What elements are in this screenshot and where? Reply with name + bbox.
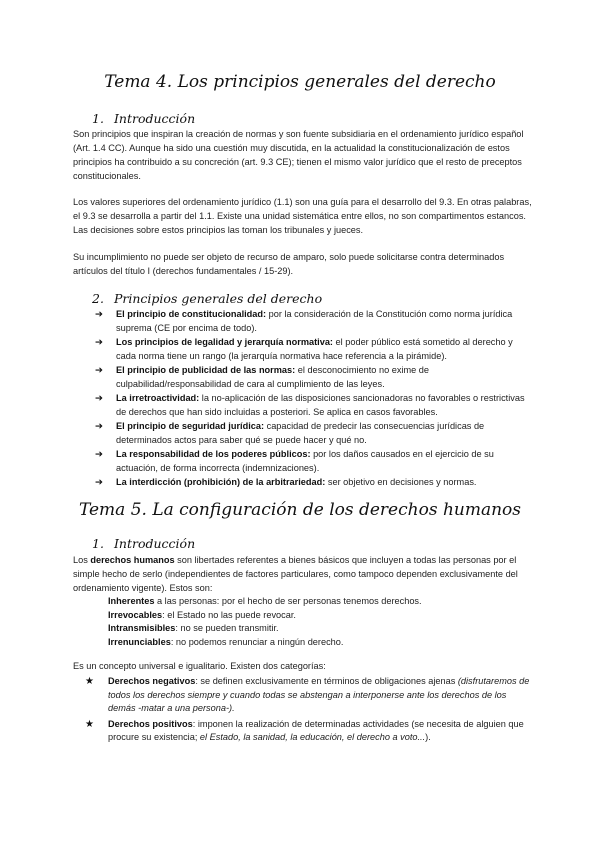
list-item	[95, 448, 535, 475]
tema4-intro-paragraph-3: Su incumplimiento no puede ser objeto de recurso de amparo, solo puede solicitarse contra determinados artículos del título I (derechos fundamentales / 15-29).	[73, 252, 505, 276]
star-icon: ★	[85, 718, 94, 730]
text-run: son libertades referentes a bienes básicos que incluyen a todas las personas por el simple hecho de serlo (independientes de factores particulares, como tampoco dependen exclusivamente del ordenamiento vigente). Estos son:	[73, 555, 518, 593]
item-italic: (disfrutaremos de todos los derechos siempre y cuando todas se abstengan a interponerse ante los derechos de los demás -matar a una persona-).	[108, 676, 530, 713]
section-title: Introducción	[113, 111, 196, 126]
item-text: : no se pueden transmitir.	[175, 623, 279, 633]
item-text: el desconocimiento no exime de culpabilidad/responsabilidad de cara al cumplimiento de las leyes.	[116, 365, 430, 389]
tema4-section1-heading	[92, 111, 195, 126]
tema4-section2-heading	[92, 291, 322, 306]
list-item	[108, 636, 528, 650]
item-term: Irrevocables	[108, 609, 163, 620]
categories-list	[85, 675, 535, 747]
section-number: 1.	[92, 111, 104, 126]
list-item	[95, 364, 535, 391]
arrow-icon: ➔	[95, 477, 103, 488]
arrow-icon: ➔	[95, 365, 103, 376]
section-number: 2.	[92, 291, 104, 306]
item-term: La interdicción (prohibición) de la arbitrariedad:	[116, 477, 326, 487]
tema4-intro-paragraph-2: Los valores superiores del ordenamiento jurídico (1.1) son una guía para el desarrollo del 9.3. En otras palabras, el 9.3 se desarrolla a partir del 1.1. Existe una unidad sistemática entre ellos, no son compartimentos estancos. Las decisiones sobre estos principios las toman los tribunales y jueces.	[73, 197, 532, 235]
item-text: capacidad de predecir las consecuencias jurídicas de determinados actos para saber qué se puede hacer y qué no.	[116, 421, 485, 445]
section-title: Introducción	[113, 536, 196, 551]
item-text: el poder público está sometido al derecho y cada norma tiene un rango (la jerarquía normativa hace referencia a la pirámide).	[116, 337, 513, 361]
arrow-icon: ➔	[95, 393, 103, 404]
list-item	[95, 476, 535, 490]
tema5-title: Tema 5. La configuración de los derechos humanos	[78, 500, 522, 520]
item-term: Inherentes	[108, 596, 155, 606]
item-italic: el Estado, la sanidad, la educación, el derecho a voto...	[199, 732, 426, 742]
list-item	[95, 336, 535, 363]
list-item	[108, 595, 528, 609]
item-term: La responsabilidad de los poderes públicos:	[116, 449, 311, 459]
tema5-intro-paragraph-2: Es un concepto universal e igualitario. Existen dos categorías:	[73, 661, 326, 671]
tema4-intro-paragraph-1: Son principios que inspiran la creación de normas y son fuente subsidiaria en el ordenamiento jurídico español (Art. 1.4 CC). Aunque ha sido una cuestión muy discutida, en la actualidad la constitucionalización de estos principios ha contribuido a su concreción (art. 9.3 CE); tienen el mismo valor jurídico que el resto de preceptos constitucionales.	[73, 129, 524, 181]
item-text: por la consideración de la Constitución como norma jurídica suprema (CE por encima de todo).	[116, 309, 513, 333]
list-item	[108, 609, 528, 623]
item-term: Derechos positivos	[108, 718, 193, 729]
arrow-icon: ➔	[95, 421, 103, 432]
item-text: : el Estado no las puede revocar.	[162, 609, 296, 620]
item-text: : no podemos renunciar a ningún derecho.	[170, 636, 344, 647]
arrow-icon: ➔	[95, 449, 103, 460]
item-text: a las personas: por el hecho de ser personas tenemos derechos.	[154, 596, 422, 606]
item-text: por los daños causados en el ejercicio de su actuación, de forma incorrecta (indemnizaciones).	[116, 449, 494, 473]
text-run: Los	[73, 555, 91, 565]
item-term: Los principios de legalidad y jerarquía normativa:	[116, 337, 333, 347]
item-text: : imponen la realización de determinadas actividades (se necesita de alguien que procure su existencia;	[108, 718, 524, 742]
list-item	[85, 718, 535, 745]
item-term: El principio de publicidad de las normas:	[116, 365, 296, 375]
item-text: la no-aplicación de las disposiciones sancionadoras no favorables o restrictivas de derechos que han sido incluidas a posteriori. Se aplica en casos favorables.	[116, 393, 525, 417]
list-item	[85, 675, 535, 716]
tema5-intro-paragraph-1	[73, 553, 533, 595]
item-term: El principio de seguridad jurídica:	[116, 421, 265, 431]
item-term: Intransmisibles	[108, 623, 176, 633]
item-term: Derechos negativos	[108, 676, 196, 686]
section-number: 1.	[92, 536, 104, 551]
properties-list	[108, 595, 528, 649]
item-term: Irrenunciables	[108, 636, 171, 647]
item-text: ser objetivo en decisiones y normas.	[325, 477, 477, 487]
item-text: : se definen exclusivamente en términos de obligaciones ajenas	[195, 676, 458, 686]
list-item	[95, 420, 535, 447]
star-icon: ★	[85, 676, 94, 687]
list-item	[95, 392, 535, 419]
tema5-section1-heading	[92, 536, 195, 551]
tema4-title: Tema 4. Los principios generales del derecho	[104, 72, 496, 92]
arrow-icon: ➔	[95, 337, 103, 348]
arrow-icon: ➔	[95, 309, 103, 320]
section-title: Principios generales del derecho	[113, 291, 323, 306]
item-tail: ).	[425, 732, 431, 742]
item-term: El principio de constitucionalidad:	[116, 309, 267, 319]
list-item	[108, 622, 528, 636]
term: derechos humanos	[90, 555, 175, 565]
principles-list	[95, 308, 535, 491]
item-term: La irretroactividad:	[116, 393, 200, 403]
list-item	[95, 308, 535, 335]
